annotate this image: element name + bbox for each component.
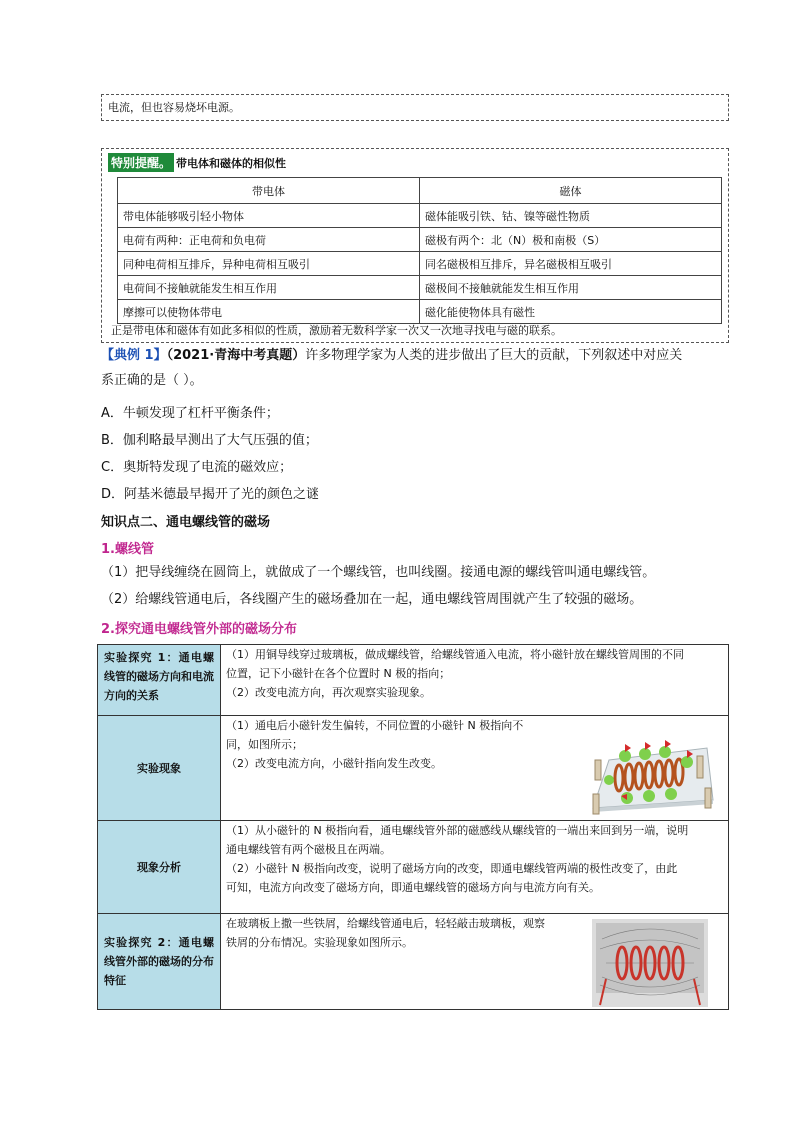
special-note: 正是带电体和磁体有如此多相似的性质，激励着无数科学家一次又一次地寻找电与磁的联系。: [111, 324, 562, 337]
row1-label: 实验探究 1：通电螺线管的磁场方向和电流方向的关系: [98, 645, 221, 716]
header-charged: 带电体: [118, 178, 420, 204]
header-magnet: 磁体: [420, 178, 722, 204]
example-tag: 【典例 1】: [101, 348, 167, 363]
cell: 同名磁极相互排斥，异名磁极相互吸引: [420, 252, 722, 276]
cell: 磁化能使物体具有磁性: [420, 300, 722, 324]
row4-content: [221, 914, 729, 1010]
table-row: [98, 821, 729, 914]
continuation-text: 电流，但也容易烧坏电源。: [108, 101, 240, 114]
table-row: [118, 204, 722, 228]
example-stem-line1: [101, 347, 682, 365]
iron-filings-image: [592, 919, 708, 1007]
subsection-1-title: 1.螺线管: [101, 542, 154, 557]
experiment-table: [97, 644, 729, 1010]
table-row: [98, 645, 729, 716]
cell: 电荷间不接触就能发生相互作用: [118, 276, 420, 300]
comparison-table: [117, 177, 722, 324]
option-b: B．伽利略最早测出了大气压强的值；: [101, 433, 318, 448]
cell: 电荷有两种：正电荷和负电荷: [118, 228, 420, 252]
cell: 带电体能够吸引轻小物体: [118, 204, 420, 228]
text-line: （2）小磁针 N 极指向改变，说明了磁场方向的改变，即通电螺线管两端的极性改变了，由此: [226, 862, 678, 875]
cell: 磁极有两个：北（N）极和南极（S）: [420, 228, 722, 252]
text-line: 位置，记下小磁针在各个位置时 N 极的指向；: [226, 667, 451, 680]
example-source: （2021·青海中考真题）: [166, 348, 306, 363]
table-row: [98, 716, 729, 821]
text-line: 在玻璃板上撒一些铁屑，给螺线管通电后，轻轻敲击玻璃板，观察: [226, 917, 545, 930]
option-c: C．奥斯特发现了电流的磁效应；: [101, 460, 293, 475]
text-line: （1）通电后小磁针发生偏转，不同位置的小磁针 N 极指向不: [226, 719, 524, 732]
text-line: 同，如图所示；: [226, 738, 303, 751]
special-title: 带电体和磁体的相似性: [176, 156, 287, 170]
paragraph-2: （2）给螺线管通电后，各线圈产生的磁场叠加在一起，通电螺线管周围就产生了较强的磁场。: [101, 592, 643, 607]
option-a: A．牛顿发现了杠杆平衡条件；: [101, 406, 279, 421]
row2-label: 实验现象: [98, 716, 221, 821]
top-continuation-box: [101, 94, 729, 121]
text-line: 铁屑的分布情况。实验现象如图所示。: [226, 936, 413, 949]
table-header-row: [118, 178, 722, 204]
cell: 磁体能吸引铁、钴、镍等磁性物质: [420, 204, 722, 228]
example-stem: 许多物理学家为人类的进步做出了巨大的贡献，下列叙述中对应关: [305, 348, 683, 363]
special-reminder-box: [101, 148, 729, 343]
text-line: 可知，电流方向改变了磁场方向，即通电螺线管的磁场方向与电流方向有关。: [226, 881, 600, 894]
cell: 磁极间不接触就能发生相互作用: [420, 276, 722, 300]
table-row: [118, 252, 722, 276]
table-row: [118, 228, 722, 252]
text-line: （1）用铜导线穿过玻璃板，做成螺线管，给螺线管通入电流，将小磁针放在螺线管周围的不同: [226, 648, 684, 661]
row2-content: [221, 716, 729, 821]
paragraph-1: （1）把导线缠绕在圆筒上，就做成了一个螺线管，也叫线圈。接通电源的螺线管叫通电螺线管。: [101, 565, 656, 580]
row1-content: [221, 645, 729, 716]
cell: 摩擦可以使物体带电: [118, 300, 420, 324]
table-row: [118, 300, 722, 324]
example-stem-line2: 系正确的是（ ）。: [101, 373, 203, 388]
table-row: [118, 276, 722, 300]
row4-label: 实验探究 2：通电螺线管外部的磁场的分布特征: [98, 914, 221, 1010]
text-line: （2）改变电流方向，再次观察实验现象。: [226, 686, 431, 699]
compass-solenoid-image: [587, 720, 722, 818]
special-header: [108, 153, 286, 172]
text-line: （2）改变电流方向，小磁针指向发生改变。: [226, 757, 442, 770]
section-title: 知识点二、通电螺线管的磁场: [101, 515, 271, 530]
text-line: 通电螺线管有两个磁极且在两端。: [226, 843, 391, 856]
row3-label: 现象分析: [98, 821, 221, 914]
table-row: [98, 914, 729, 1010]
option-d: D．阿基米德最早揭开了光的颜色之谜: [101, 487, 320, 502]
text-line: （1）从小磁针的 N 极指向看，通电螺线管外部的磁感线从螺线管的一端出来回到另一端，说明: [226, 824, 689, 837]
cell: 同种电荷相互排斥，异种电荷相互吸引: [118, 252, 420, 276]
special-tag: 特别提醒。: [108, 153, 174, 172]
subsection-2-title: 2.探究通电螺线管外部的磁场分布: [101, 622, 297, 637]
row3-content: [221, 821, 729, 914]
